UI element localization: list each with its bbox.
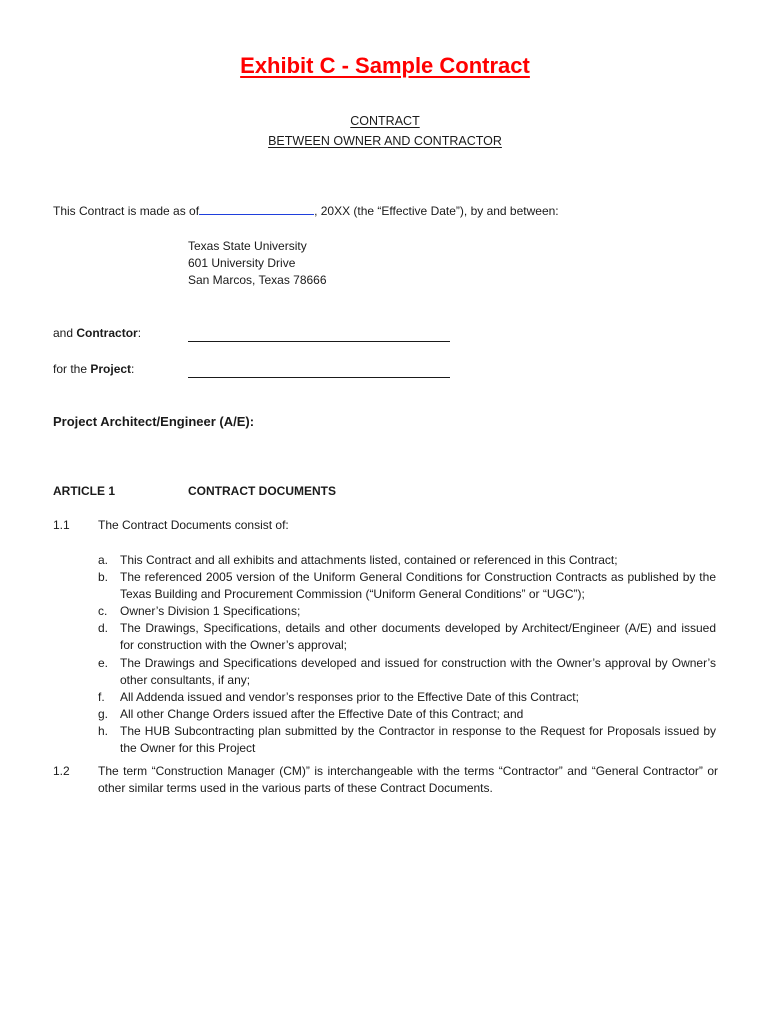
project-blank[interactable] (188, 377, 450, 378)
project-colon: : (131, 362, 135, 376)
list-letter: h. (98, 724, 109, 738)
contract-heading: CONTRACT (350, 114, 420, 128)
owner-address (188, 238, 327, 289)
contractor-field-label (53, 325, 141, 342)
section-1-2-number: 1.2 (53, 764, 70, 778)
intro-sentence (53, 202, 559, 220)
list-letter: g. (98, 707, 109, 721)
contractor-blank[interactable] (188, 341, 450, 342)
list-text: All Addenda issued and vendor’s responses prior to the Effective Date of this Contract; (120, 690, 579, 704)
contractor-prefix: and (53, 326, 77, 340)
list-text: The Drawings and Specifications developed and issued for construction with the Owner’s approval by Owner’s other consultants, if any; (120, 656, 716, 687)
list-text: This Contract and all exhibits and attachments listed, contained or referenced in this Contract; (120, 553, 618, 567)
list-text: The referenced 2005 version of the Uniform General Conditions for Construction Contracts as published by the Texas Building and Procurement Commission (“Uniform General Conditions” or “UGC”); (120, 570, 716, 601)
list-letter: f. (98, 690, 105, 704)
project-field-label (53, 361, 134, 378)
project-label: Project (90, 362, 132, 376)
list-text: The Drawings, Specifications, details and other documents developed by Architect/Engineer (A/E) and issued for construction with the Owner’s approval; (120, 621, 716, 652)
list-text: All other Change Orders issued after the Effective Date of this Contract; and (120, 707, 524, 721)
owner-street: 601 University Drive (188, 256, 296, 270)
list-letter: c. (98, 604, 108, 618)
exhibit-title: Exhibit C - Sample Contract (240, 53, 530, 78)
list-text: Owner’s Division 1 Specifications; (120, 604, 301, 618)
contract-subheading: BETWEEN OWNER AND CONTRACTOR (268, 134, 502, 148)
contractor-label: Contractor (76, 326, 138, 340)
project-prefix: for the (53, 362, 91, 376)
owner-city: San Marcos, Texas 78666 (188, 273, 327, 287)
intro-prefix: This Contract is made as of (53, 204, 200, 218)
contractor-colon: : (137, 326, 142, 340)
owner-name: Texas State University (188, 239, 307, 253)
architect-heading: Project Architect/Engineer (A/E): (53, 414, 255, 429)
list-letter: d. (98, 621, 109, 635)
section-1-2-text: The term “Construction Manager (CM)” is interchangeable with the terms “Contractor” and “General Contractor” or other similar terms used in the various parts of these Contract Documents. (98, 764, 718, 795)
section-1-1-number: 1.1 (53, 518, 70, 532)
list-letter: a. (98, 553, 109, 567)
intro-suffix: , 20XX (the “Effective Date”), by and between: (314, 204, 559, 218)
effective-date-blank[interactable] (199, 202, 314, 215)
list-text: The HUB Subcontracting plan submitted by the Contractor in response to the Request for Proposals issued by the Owner for this Project (120, 724, 716, 755)
article-title: CONTRACT DOCUMENTS (188, 484, 336, 498)
list-letter: b. (98, 570, 109, 584)
article-number: ARTICLE 1 (53, 484, 116, 498)
section-1-1-text: The Contract Documents consist of: (98, 518, 289, 532)
list-letter: e. (98, 656, 109, 670)
